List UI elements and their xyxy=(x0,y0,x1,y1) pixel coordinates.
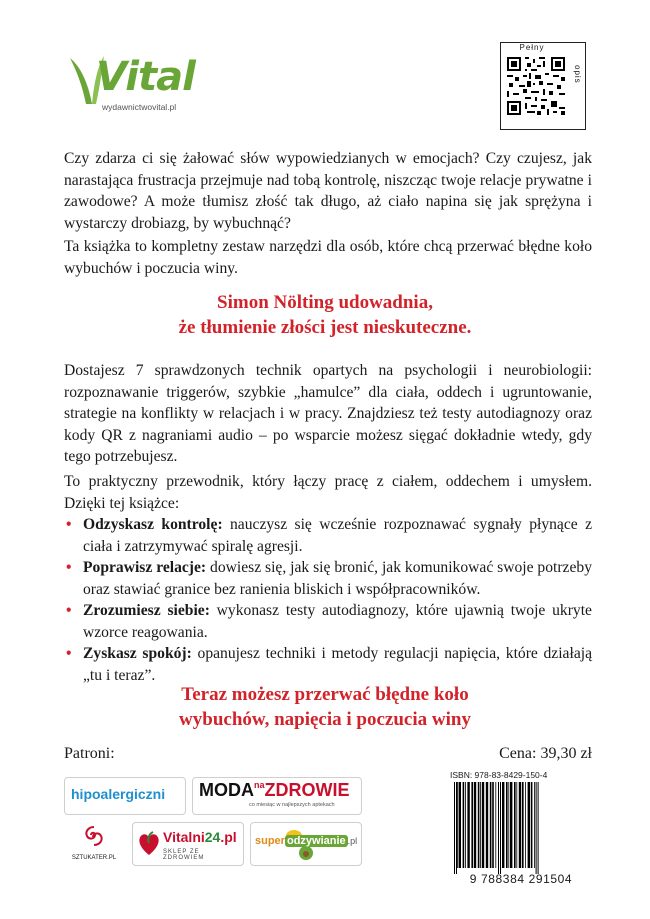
headline-author-line-1: Simon Nölting udowadnia, xyxy=(217,292,433,313)
patron-moda-na-zdrowie-logo[interactable] xyxy=(192,777,362,815)
headline-closing xyxy=(40,682,610,732)
bullet-dot-icon: • xyxy=(66,645,72,662)
intro-paragraph-2: Ta książka to kompletny zestaw narzędzi dla osób, które chcą przerwać błędne koło wybuchów i poczucia winy. xyxy=(64,238,592,277)
benefit-item xyxy=(64,600,592,643)
benefit-text: wykonasz testy autodiagnozy, które ujawnią twoje ukryte wzorce reagowania. xyxy=(83,602,592,641)
qr-label-side: opis xyxy=(573,65,582,84)
benefit-title: Zrozumiesz siebie: xyxy=(83,602,210,619)
patron-superodzywianie-text xyxy=(255,835,357,847)
bullet-dot-icon: • xyxy=(66,516,72,533)
price: Cena: 39,30 zł xyxy=(499,745,592,762)
body-paragraph-guide: To praktyczny przewodnik, który łączy pracę z ciałem, oddechem i umysłem. Dzięki tej książce: xyxy=(64,473,592,512)
publisher-logo-text: Vital xyxy=(96,54,195,100)
qr-code-box[interactable] xyxy=(500,42,586,130)
patron-sztukater-text: SZTUKATER.PL xyxy=(71,855,117,861)
intro-paragraph-1: Czy zdarza ci się żałować słów wypowiedzianych w emocjach? Czy czujesz, jak narastająca frustracja przejmuje nad tobą kontrolę, niszcząc twoje relacje prywatne i zawodowe? A może tłumisz złość tak długo, aż ciało napina się jak sprężyna i wystarczy drobiazg, by wybuchnąć? xyxy=(64,150,592,232)
moda-na-word: na xyxy=(254,780,265,790)
patron-hipoalergiczni-logo[interactable] xyxy=(64,777,186,815)
body-paragraph-techniques: Dostajesz 7 sprawdzonych technik opartych na psychologii i neurobiologii: rozpoznawanie triggerów, szybkie „hamulce” dla ciała, oddech i ugruntowanie, strategie na konflikty w relacjach i w pracy. Znajdziesz też testy autodiagnozy oraz kody QR z nagraniami audio – po wsparcie możesz sięgać dokładnie wtedy, gdy tego potrzebujesz. xyxy=(64,362,592,465)
patron-vitalni24-logo[interactable] xyxy=(132,822,244,866)
patron-hipoalergiczni-text: hipoalergiczni xyxy=(71,786,166,802)
patrons-label: Patroni: xyxy=(64,745,115,762)
benefit-item xyxy=(64,643,592,686)
benefit-title: Poprawisz relacje: xyxy=(83,559,207,576)
patron-vitalni24-tagline: SKLEP ZE ZDROWIEM xyxy=(163,849,205,861)
headline-author xyxy=(40,290,610,340)
benefit-title: Zyskasz spokój: xyxy=(83,645,192,662)
benefit-text: dowiesz się, jak się bronić, jak komunikować swoje potrzeby oraz stawiać granice bez ranienia bliskich i współpracowników. xyxy=(83,559,592,598)
publisher-url: wydawnictwovital.pl xyxy=(102,102,177,112)
bullet-dot-icon: • xyxy=(66,559,72,576)
benefits-list xyxy=(64,514,592,686)
patron-moda-na-zdrowie-text xyxy=(199,780,350,801)
super-odzywianie-word: odzywianie xyxy=(286,835,346,847)
headline-author-line-2: że tłumienie złości jest nieskuteczne. xyxy=(178,317,472,338)
publisher-logo xyxy=(66,52,226,122)
benefit-text: opanujesz techniki i metody regulacji napięcia, które działają „tu i teraz”. xyxy=(83,645,592,684)
bullet-dot-icon: • xyxy=(66,602,72,619)
super-domain: .pl xyxy=(347,836,358,846)
benefit-text: nauczysz się wcześnie rozpoznawać sygnały płynące z ciała i zatrzymywać spiralę agresji. xyxy=(83,516,592,555)
headline-closing-line-2: wybuchów, napięcia i poczucia winy xyxy=(179,709,471,730)
vitalni-word: Vitalni xyxy=(163,829,205,845)
patron-superodzywianie-logo[interactable] xyxy=(250,822,362,866)
heart-leaf-icon xyxy=(137,829,161,857)
benefit-item xyxy=(64,557,592,600)
vitalni-domain: .pl xyxy=(220,829,237,845)
patron-vitalni24-text xyxy=(163,829,237,845)
patron-moda-na-zdrowie-tagline: co miesiąc w najlepszych aptekach xyxy=(249,802,335,808)
headline-closing-line-1: Teraz możesz przerwać błędne koło xyxy=(181,684,469,705)
barcode xyxy=(450,782,592,874)
isbn: ISBN: 978-83-8429-150-4 xyxy=(450,770,548,780)
moda-word: MODA xyxy=(199,780,254,800)
barcode-number: 9 788384 291504 xyxy=(469,872,573,886)
benefit-item xyxy=(64,514,592,557)
qr-code-icon xyxy=(507,57,565,115)
sztukater-swirl-icon xyxy=(82,824,106,848)
qr-label-top: Pełny xyxy=(519,43,545,52)
super-prefix: super xyxy=(255,835,285,847)
patron-sztukater-logo[interactable] xyxy=(64,822,124,864)
benefit-title: Odzyskasz kontrolę: xyxy=(83,516,223,533)
moda-zdrowie-word: ZDROWIE xyxy=(264,780,350,800)
vitalni-number: 24 xyxy=(204,829,221,845)
avocado-icon xyxy=(297,845,315,861)
